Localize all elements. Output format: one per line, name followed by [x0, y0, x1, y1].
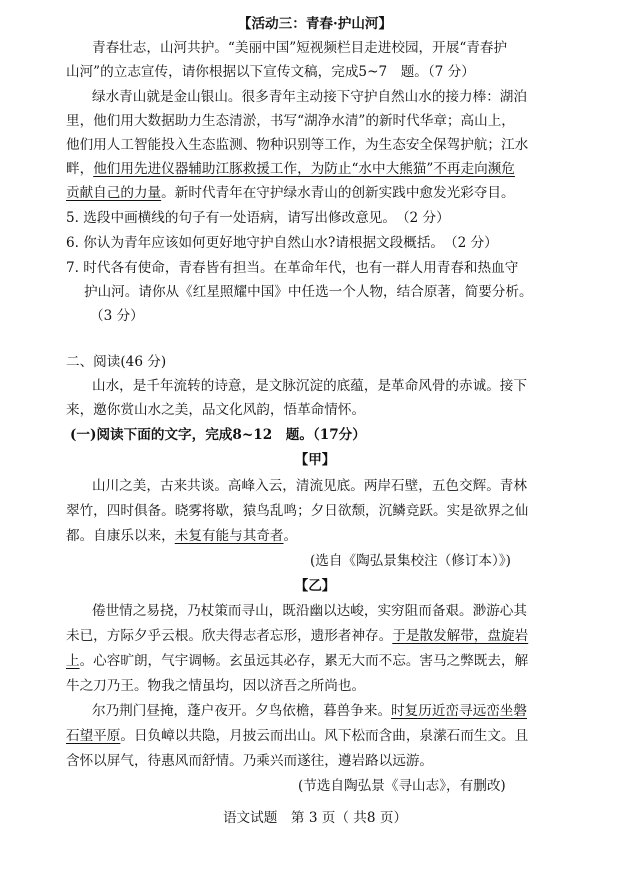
- activity-title: 【活动三：青春·护山河】: [237, 16, 393, 32]
- jia-source: (选自《陶弘景集校注（修订本）》): [310, 553, 511, 569]
- yi-line-5: [92, 701, 527, 721]
- section-2-subheading: (一)阅读下面的文字，完成8~12 题。（17分）: [70, 427, 366, 443]
- yi-underlined-sentence-2-part-1: 时复历近峦寻远峦坐磐: [391, 703, 527, 719]
- yi-underlined-sentence-1-part-2: 上: [66, 653, 80, 669]
- yi-source: (节选自陶弘景《寻山志》，有删改): [298, 778, 506, 794]
- passage-line-4-prefix: 畔，: [66, 161, 94, 177]
- jia-underlined-phrase: 未复有能与其奇者: [174, 528, 284, 544]
- jia-title: 【甲】: [294, 452, 336, 468]
- passage-line-4: [66, 159, 515, 179]
- jia-line-3-prefix: 都。自康乐以来，: [66, 528, 175, 544]
- question-7-line-3: （3 分）: [90, 308, 144, 324]
- underlined-sentence-part-2: 贡献自己的力量: [66, 185, 162, 201]
- passage-line-1: 绿水青山就是金山银山。很多青年主动接下守护自然山水的接力棒：湖泊: [92, 89, 527, 105]
- yi-line-2: [66, 626, 528, 646]
- page-footer: 语文试题 第 3 页（ 共8 页）: [222, 810, 408, 826]
- passage-line-5-suffix: 。新时代青年在守护绿水青山的创新实践中愈发光彩夺目。: [161, 185, 515, 201]
- yi-line-4: 牛之刀乃王。物我之情虽均，因以济吾之所尚也。: [66, 678, 366, 694]
- yi-underlined-sentence-1-part-1: 于是散发解带，盘旋岩: [392, 628, 529, 644]
- intro-line-1: 青春壮志，山河共护。“美丽中国”短视频栏目走进校园，开展“青春护: [92, 40, 508, 56]
- yi-line-7: 含怀以屏气，待惠风而舒情。乃乘兴而遂往，遵岩路以远游。: [66, 753, 434, 769]
- yi-line-6-suffix: 。日负嶂以共隐，月披云而出山。风下松而含曲，泉潆石而生文。且: [120, 728, 529, 744]
- jia-line-1: 山川之美，古来共谈。高峰入云，清流见底。两岸石壁，五色交辉。青林: [92, 478, 527, 494]
- intro-line-2: 山河”的立志宣传，请你根据以下宣传文稿，完成5~7 题。（7 分）: [66, 64, 475, 80]
- yi-line-5-prefix: 尔乃荆门昼掩，蓬户夜开。夕鸟依檐，暮兽争来。: [92, 703, 392, 719]
- section-2-intro-line-1: 山水，是千年流转的诗意，是文脉沉淀的底蕴，是革命风骨的赤诚。接下: [92, 378, 527, 394]
- question-6: 6. 你认为青年应该如何更好地守护自然山水?请根据文段概括。 （2 分）: [66, 235, 498, 251]
- yi-title: 【乙】: [294, 578, 336, 594]
- passage-line-2: 里，他们用大数据助力生态清淤，书写“湖净水清”的新时代华章；高山上，: [66, 113, 515, 129]
- question-7-line-2: 护山河。请你从《红星照耀中国》中任选一个人物，结合原著，简要分析。: [84, 284, 533, 300]
- question-5: 5. 选段中画横线的句子有一处语病，请写出修改意见。 （2 分）: [66, 210, 450, 226]
- yi-line-6: [66, 726, 528, 746]
- jia-line-2: 翠竹，四时俱备。晓雾将歇，猿鸟乱鸣；夕日欲颓，沉鳞竞跃。实是欲界之仙: [66, 503, 529, 519]
- jia-line-3-suffix: 。: [283, 528, 298, 544]
- jia-line-3: [66, 526, 297, 546]
- question-7-line-1: 7. 时代各有使命，青春皆有担当。在革命年代，也有一群人用青春和热血守: [66, 260, 519, 276]
- yi-line-3-suffix: 。心容旷朗，气宇调畅。玄虽远其必存，累无大而不忘。害马之弊既去，解: [79, 653, 529, 669]
- yi-underlined-sentence-2-part-2: 石望平原: [66, 728, 121, 744]
- yi-line-1: 倦世情之易挠，乃杖策而寻山，既沿幽以达峻，实穷阻而备艰。渺游心其: [92, 603, 527, 619]
- passage-line-3: 他们用人工智能投入生态监测、物种识别等工作，为生态安全保驾护航；江水: [66, 137, 529, 153]
- passage-line-5: [66, 183, 515, 203]
- section-2-heading: 二、阅读(46 分): [66, 354, 167, 370]
- yi-line-3: [66, 651, 528, 671]
- section-2-intro-line-2: 来，邀你赏山水之美，品文化风韵，悟革命情怀。: [66, 402, 366, 418]
- underlined-sentence-part-1: 他们用先进仪器辅助江豚救援工作，为防止“水中大熊猫”不再走向濒危: [93, 161, 515, 177]
- yi-line-2-prefix: 未已，方际夕乎云根。欣夫得志者忘形，遗形者神存。: [66, 628, 393, 644]
